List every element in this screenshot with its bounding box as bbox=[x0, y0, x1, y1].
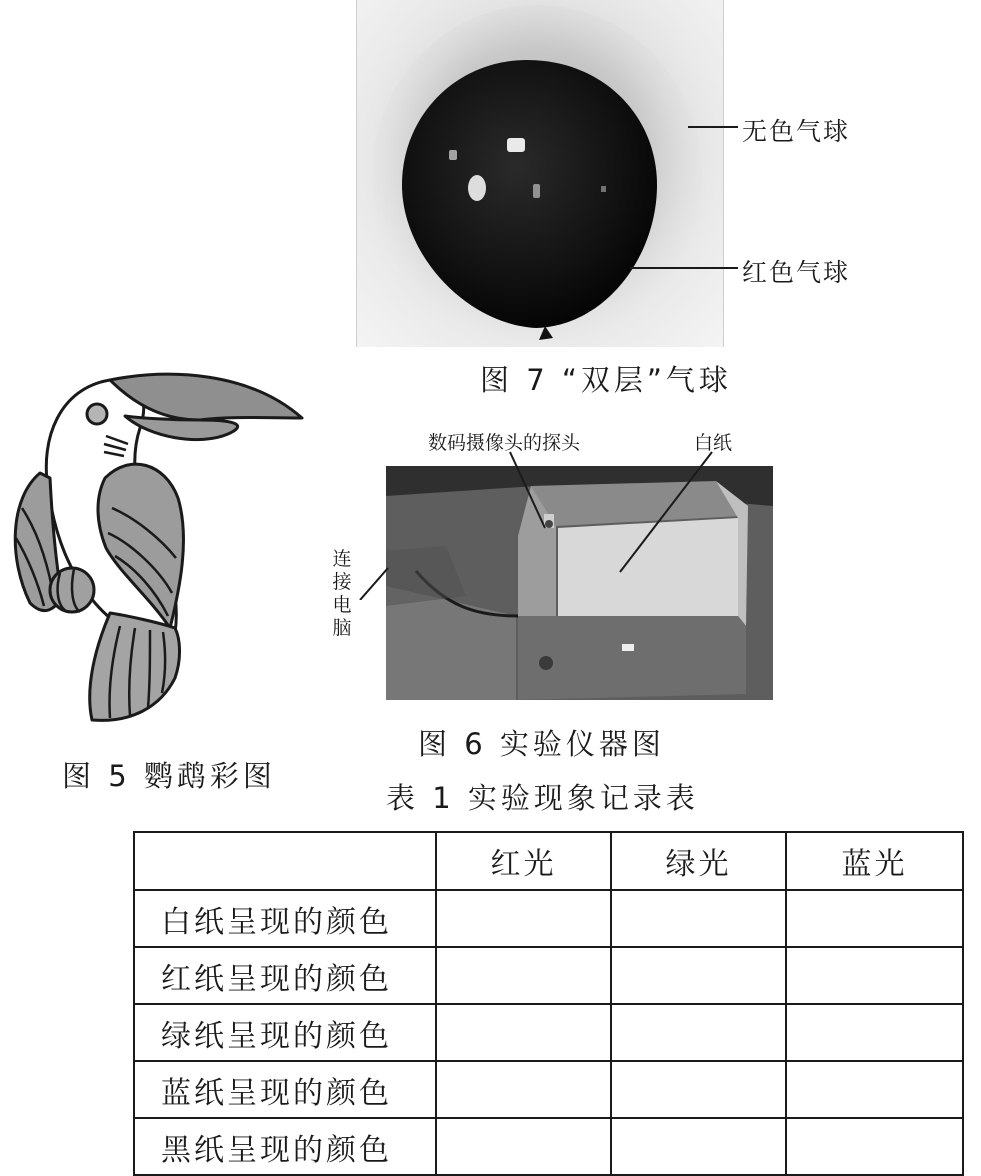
parrot-illustration bbox=[0, 358, 312, 738]
table-cell bbox=[786, 890, 963, 947]
table-row bbox=[134, 1061, 963, 1118]
label-connect-computer: 连接电脑 bbox=[332, 548, 352, 639]
column-header-blank bbox=[134, 832, 436, 890]
table-cell bbox=[611, 947, 786, 1004]
table-cell bbox=[611, 890, 786, 947]
table-header-row bbox=[134, 832, 963, 890]
table-cell bbox=[436, 1118, 611, 1175]
column-header-red-light: 红光 bbox=[436, 832, 611, 890]
row-label-black-paper: 黑纸呈现的颜色 bbox=[134, 1118, 436, 1175]
table-row bbox=[134, 1004, 963, 1061]
table-cell bbox=[436, 1061, 611, 1118]
figure6-caption: 图 6 实验仪器图 bbox=[418, 727, 665, 761]
row-label-blue-paper: 蓝纸呈现的颜色 bbox=[134, 1061, 436, 1118]
figure7-caption: 图 7 “双层”气球 bbox=[480, 363, 732, 397]
table-cell bbox=[611, 1061, 786, 1118]
table-cell bbox=[436, 947, 611, 1004]
table-cell bbox=[611, 1004, 786, 1061]
label-white-paper: 白纸 bbox=[694, 432, 733, 454]
table-cell bbox=[786, 1004, 963, 1061]
table1-caption: 表 1 实验现象记录表 bbox=[386, 781, 699, 815]
table-cell bbox=[611, 1118, 786, 1175]
label-camera-probe: 数码摄像头的探头 bbox=[428, 432, 581, 454]
label-red-balloon: 红色气球 bbox=[742, 258, 851, 287]
figure5-caption: 图 5 鹦鹉彩图 bbox=[62, 759, 276, 793]
balloon-illustration bbox=[357, 0, 725, 347]
table-cell bbox=[786, 947, 963, 1004]
table-row bbox=[134, 1118, 963, 1175]
observation-table bbox=[133, 831, 964, 1176]
table-cell bbox=[786, 1118, 963, 1175]
table-row bbox=[134, 947, 963, 1004]
figure6-leader-lines bbox=[330, 440, 750, 600]
column-header-green-light: 绿光 bbox=[611, 832, 786, 890]
parrot-drawing bbox=[0, 358, 312, 738]
table-cell bbox=[786, 1061, 963, 1118]
leader-line-inner bbox=[630, 267, 738, 269]
column-header-blue-light: 蓝光 bbox=[786, 832, 963, 890]
balloon-photo bbox=[356, 0, 724, 347]
table-cell bbox=[436, 1004, 611, 1061]
row-label-white-paper: 白纸呈现的颜色 bbox=[134, 890, 436, 947]
leader-line-outer bbox=[688, 126, 738, 128]
row-label-red-paper: 红纸呈现的颜色 bbox=[134, 947, 436, 1004]
label-colorless-balloon: 无色气球 bbox=[742, 117, 851, 146]
table-cell bbox=[436, 890, 611, 947]
row-label-green-paper: 绿纸呈现的颜色 bbox=[134, 1004, 436, 1061]
table-row bbox=[134, 890, 963, 947]
